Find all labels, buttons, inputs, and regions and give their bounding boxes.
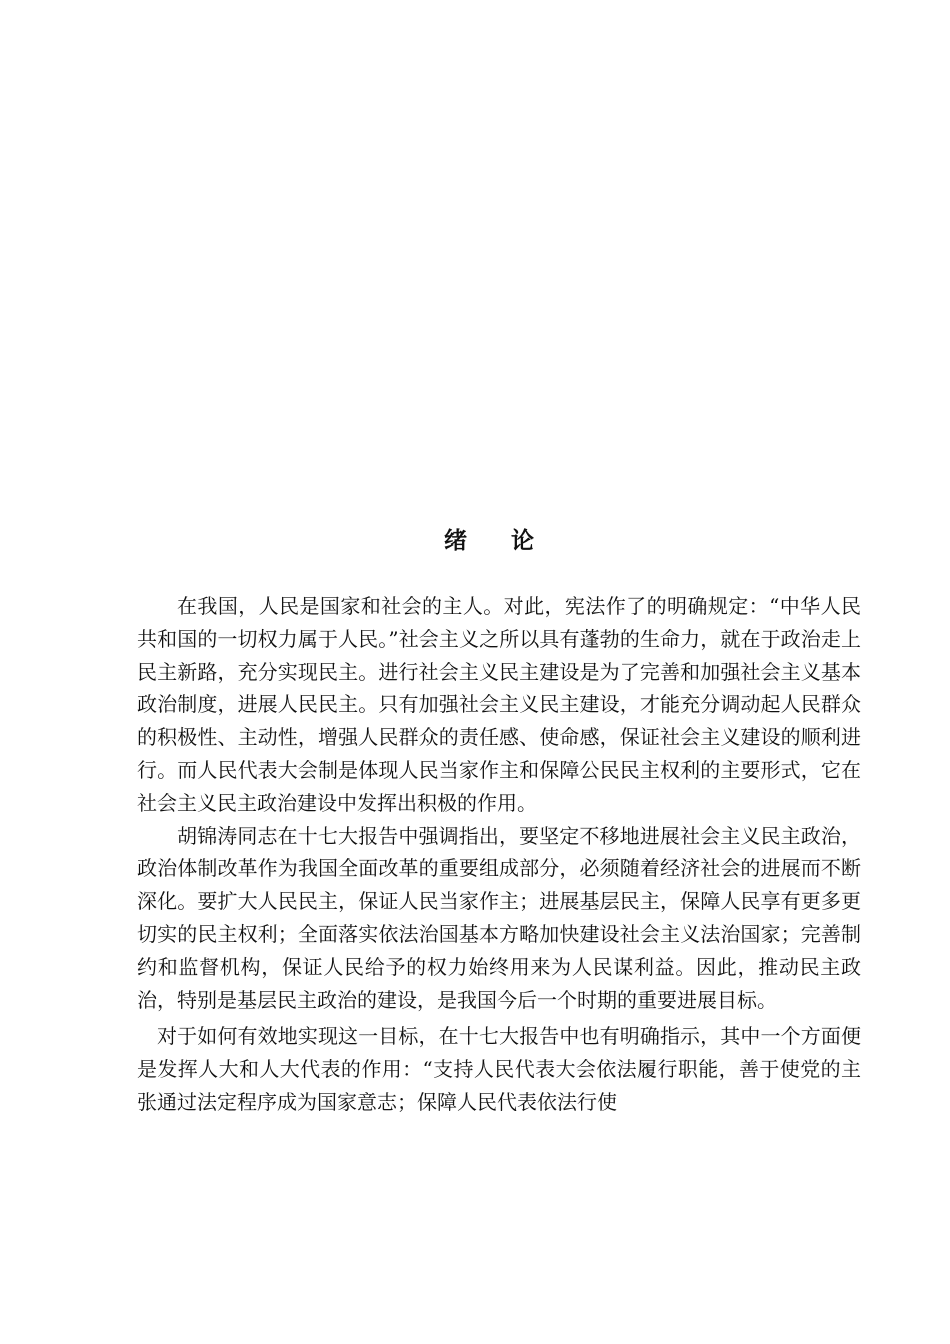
page-title: 绪 论: [443, 528, 552, 554]
paragraph-3: 对于如何有效地实现这一目标，在十七大报告中也有明确指示，其中一个方面便是发挥人大和人大代表的作用：“支持人民代表大会依法履行职能，善于使党的主张通过法定程序成为国家意志；保障人民代表依法行使: [137, 1024, 861, 1114]
body-text: [137, 590, 861, 1119]
paragraph-1: 在我国，人民是国家和社会的主人。对此，宪法作了的明确规定：“中华人民共和国的一切权力属于人民。”社会主义之所以具有蓬勃的生命力，就在于政治走上民主新路，充分实现民主。进行社会主义民主建设是为了完善和加强社会主义基本政治制度，进展人民民主。只有加强社会主义民主建设，才能充分调动起人民群众的积极性、主动性，增强人民群众的责任感、使命感，保证社会主义建设的顺利进行。而人民代表大会制是体现人民当家作主和保障公民民主权利的主要形式，它在社会主义民主政治建设中发挥出积极的作用。: [137, 594, 861, 815]
paragraph-2: 胡锦涛同志在十七大报告中强调指出，要坚定不移地进展社会主义民主政治，政治体制改革作为我国全面改革的重要组成部分，必须随着经济社会的进展而不断深化。要扩大人民民主，保证人民当家作主；进展基层民主，保障人民享有更多更切实的民主权利；全面落实依法治国基本方略加快建设社会主义法治国家；完善制约和监督机构，保证人民给予的权力始终用来为人民谋利益。因此，推动民主政治，特别是基层民主政治的建设，是我国今后一个时期的重要进展目标。: [137, 823, 861, 1012]
